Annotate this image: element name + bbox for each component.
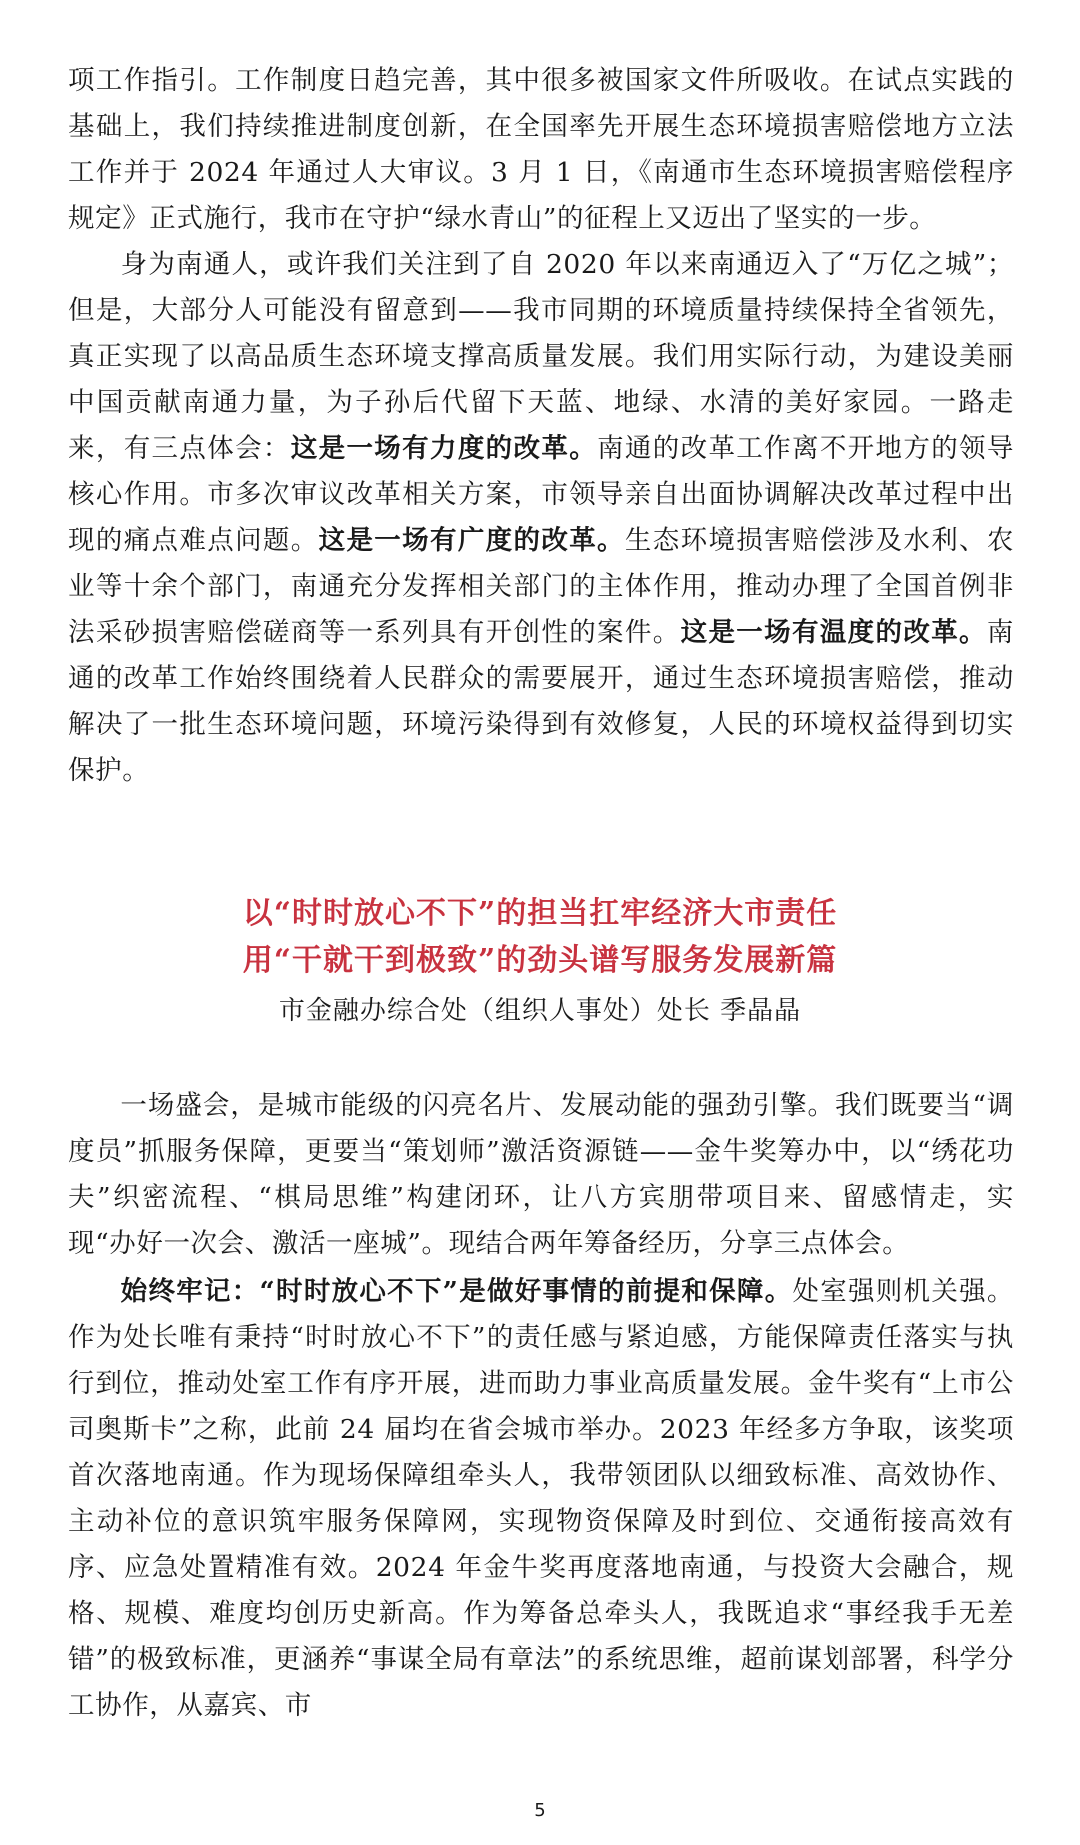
- article2-byline: 市金融办综合处（组织人事处）处长 季晶晶: [278, 996, 802, 1026]
- reform-point-breadth: 这是一场有广度的改革。: [318, 525, 625, 556]
- article2-paragraph-2: 始终牢记：“时时放心不下”是做好事情的前提和保障。处室强则机关强。作为处长唯有秉持“时时放心不下”的责任感与紧迫感，方能保障责任落实与执行到位，推动处室工作有序开展，进而助力事业高质量发展。金牛奖有“上市公司奥斯卡”之称，此前 24 届均在省会城市举办。2023 年经多方争取，该奖项首次落地南通。作为现场保障组牵头人，我带领团队以细致标准、高效协作、主动补位的意识筑牢服务保障网，实现物资保障及时到位、交通衔接高效有序、应急处置精准有效。2024 年金牛奖再度落地南通，与投资大会融合，规格、规模、难度均创历史新高。作为筹备总牵头人，我既追求“事经我手无差错”的极致标准，更涵养“事谋全局有章法”的系统思维，超前谋划部署，科学分工协作，从嘉宾、市: [68, 1276, 1014, 1721]
- article2-title-line-1: 以“时时放心不下”的担当扛牢经济大市责任: [242, 896, 838, 931]
- article1-paragraph-1: 项工作指引。工作制度日趋完善，其中很多被国家文件所吸收。在试点实践的基础上，我们持续推进制度创新，在全国率先开展生态环境损害赔偿地方立法工作并于 2024 年通过人大审议。3 月 1 日，《南通市生态环境损害赔偿程序规定》正式施行，我市在守护“绿水青山”的征程上又迈出了坚实的一步。: [68, 65, 1014, 234]
- article1-paragraph-2: 身为南通人，或许我们关注到了自 2020 年以来南通迈入了“万亿之城”；但是，大部分人可能没有留意到——我市同期的环境质量持续保持全省领先，真正实现了以高品质生态环境支撑高质量发展。我们用实际行动，为建设美丽中国贡献南通力量，为子孙后代留下天蓝、地绿、水清的美好家园。一路走来，有三点体会：这是一场有力度的改革。南通的改革工作离不开地方的领导核心作用。市多次审议改革相关方案，市领导亲自出面协调解决改革过程中出现的痛点难点问题。这是一场有广度的改革。生态环境损害赔偿涉及水利、农业等十余个部门，南通充分发挥相关部门的主体作用，推动办理了全国首例非法采砂损害赔偿磋商等一系列具有开创性的案件。这是一场有温度的改革。南通的改革工作始终围绕着人民群众的需要展开，通过生态环境损害赔偿，推动解决了一批生态环境问题，环境污染得到有效修复，人民的环境权益得到切实保护。: [68, 249, 1014, 786]
- key-point-heading: 始终牢记：“时时放心不下”是做好事情的前提和保障。: [120, 1276, 793, 1307]
- page-number: 5: [534, 1800, 546, 1821]
- article2-paragraph-1: 一场盛会，是城市能级的闪亮名片、发展动能的强劲引擎。我们既要当“调度员”抓服务保障，更要当“策划师”激活资源链——金牛奖筹办中，以“绣花功夫”织密流程、“棋局思维”构建闭环，让八方宾朋带项目来、留感情走，实现“办好一次会、激活一座城”。现结合两年筹备经历，分享三点体会。: [68, 1090, 1014, 1259]
- reform-point-strength: 这是一场有力度的改革。: [290, 433, 598, 464]
- article2-title-line-2: 用“干就干到极致”的劲头谱写服务发展新篇: [242, 943, 838, 978]
- reform-point-warmth: 这是一场有温度的改革。: [680, 617, 987, 648]
